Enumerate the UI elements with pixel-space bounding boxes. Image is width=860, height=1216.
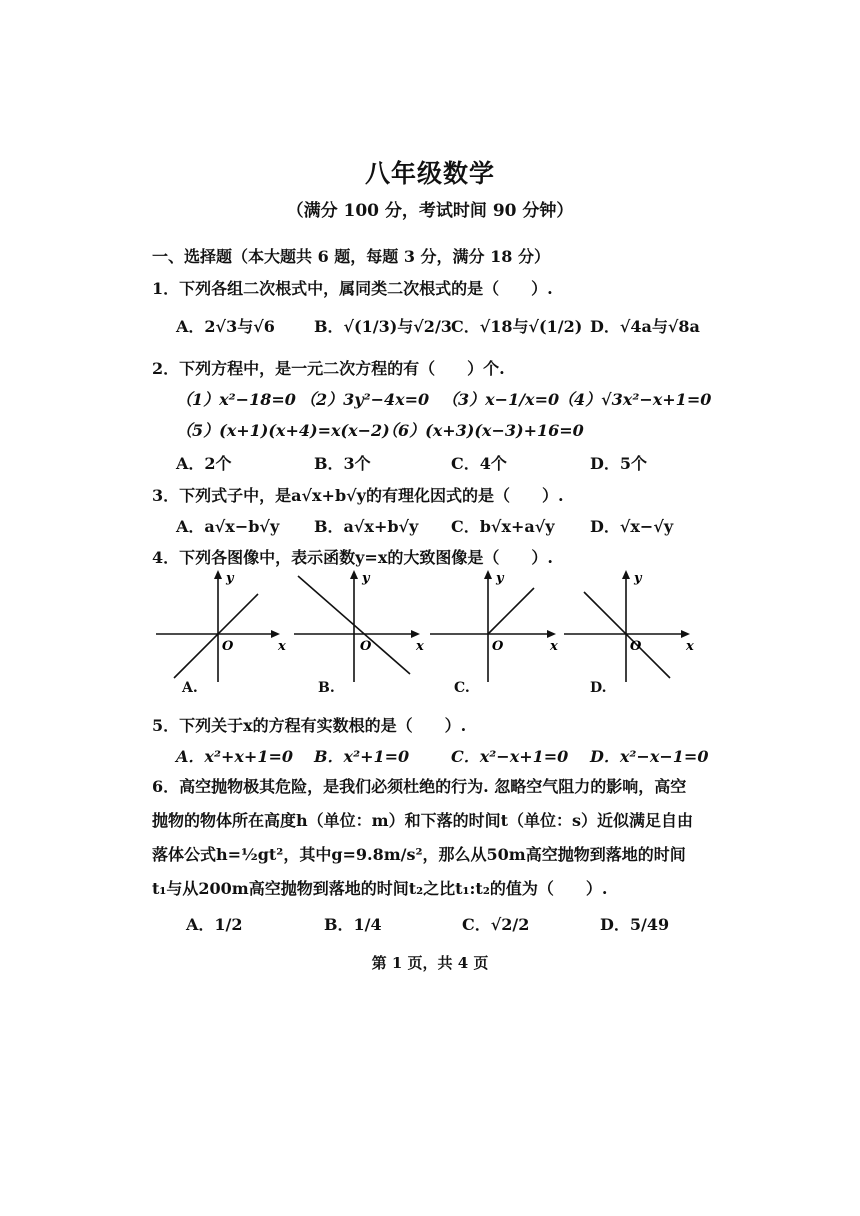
q2-option-b: B．3个 [314, 454, 371, 473]
q2-item-5: （5）(x+1)(x+4)=x(x−2) [176, 421, 390, 440]
y-label: y [496, 571, 504, 586]
origin-label: O [630, 639, 642, 654]
graph-line [584, 592, 670, 678]
x-axis-arrow [411, 630, 420, 638]
q2-option-d: D．5个 [590, 454, 648, 473]
x-axis-arrow [271, 630, 280, 638]
x-label: x [550, 639, 558, 654]
q2-item-1: （1）x²−18=0 [176, 390, 296, 409]
graph-c [428, 564, 560, 682]
q3-option-c: C．b√x+a√y [451, 517, 555, 536]
x-axis-arrow [681, 630, 690, 638]
q5-option-d: D．x²−x−1=0 [590, 747, 709, 766]
question-4-text: 4．下列各图像中，表示函数y=x的大致图像是（ ）. [152, 548, 553, 567]
exam-subtitle: （满分 100 分，考试时间 90 分钟） [286, 201, 574, 221]
q1-option-b: B．√(1/3)与√2/3 [314, 317, 452, 336]
y-axis-arrow [214, 570, 222, 579]
q2-item-3: （3）x−1/x=0 [442, 390, 560, 409]
q6-option-c: C．√2/2 [462, 915, 530, 934]
q1-option-a: A．2√3与√6 [176, 317, 275, 336]
graph-label-d: D. [590, 680, 607, 696]
y-axis-arrow [622, 570, 630, 579]
question-6-text: 6．高空抛物极其危险，是我们必须杜绝的行为. 忽略空气阻力的影响，高空抛物的物体所在高度h（单位：m）和下落的时间t（单位：s）近似满足自由落体公式h=½gt²，其中g=9.8m/s²，那么从50m高空抛物到落地的时间t₁与从200m高空抛物到落地的时间t₂之比t₁:t₂的值为（ ）. [152, 777, 693, 898]
q2-item-2: （2）3y²−4x=0 [300, 390, 430, 409]
x-label: x [686, 639, 694, 654]
q2-item-4: （4）√3x²−x+1=0 [558, 390, 712, 409]
graph-label-a: A. [182, 680, 198, 696]
q2-option-c: C．4个 [451, 454, 507, 473]
q3-option-d: D．√x−√y [590, 517, 674, 536]
graph-line [174, 594, 258, 678]
question-3-text: 3．下列式子中，是a√x+b√y的有理化因式的是（ ）. [152, 486, 564, 505]
q6-option-b: B．1/4 [324, 915, 382, 934]
origin-label: O [222, 639, 234, 654]
graph-label-c: C. [454, 680, 470, 696]
q5-option-b: B．x²+1=0 [314, 747, 410, 766]
q1-option-d: D．√4a与√8a [590, 317, 700, 336]
page-footer: 第 1 页，共 4 页 [371, 954, 489, 972]
q2-item-6: （6）(x+3)(x−3)+16=0 [382, 421, 584, 440]
y-label: y [634, 571, 642, 586]
q6-option-a: A．1/2 [186, 915, 243, 934]
y-axis-arrow [484, 570, 492, 579]
graph-b [292, 564, 424, 682]
q5-option-a: A．x²+x+1=0 [176, 747, 293, 766]
origin-label: O [360, 639, 372, 654]
q1-option-c: C．√18与√(1/2) [451, 317, 583, 336]
graph-label-b: B. [318, 680, 335, 696]
graph-a [154, 564, 284, 682]
graph-line [488, 588, 534, 634]
exam-title: 八年级数学 [364, 159, 495, 188]
y-axis-arrow [350, 570, 358, 579]
graph-d [562, 564, 694, 682]
q3-option-b: B．a√x+b√y [314, 517, 419, 536]
x-axis-arrow [547, 630, 556, 638]
question-2-text: 2．下列方程中，是一元二次方程的有（ ）个. [152, 359, 505, 378]
x-label: x [278, 639, 286, 654]
question-5-text: 5．下列关于x的方程有实数根的是（ ）. [152, 716, 467, 735]
q3-option-a: A．a√x−b√y [176, 517, 280, 536]
q6-option-d: D．5/49 [600, 915, 670, 934]
x-label: x [416, 639, 424, 654]
y-label: y [226, 571, 234, 586]
origin-label: O [492, 639, 504, 654]
y-label: y [362, 571, 370, 586]
q5-option-c: C．x²−x+1=0 [451, 747, 569, 766]
question-1-text: 1．下列各组二次根式中，属同类二次根式的是（ ）. [152, 279, 553, 298]
section-heading: 一、选择题（本大题共 6 题，每题 3 分，满分 18 分） [152, 247, 550, 266]
q2-option-a: A．2个 [176, 454, 232, 473]
